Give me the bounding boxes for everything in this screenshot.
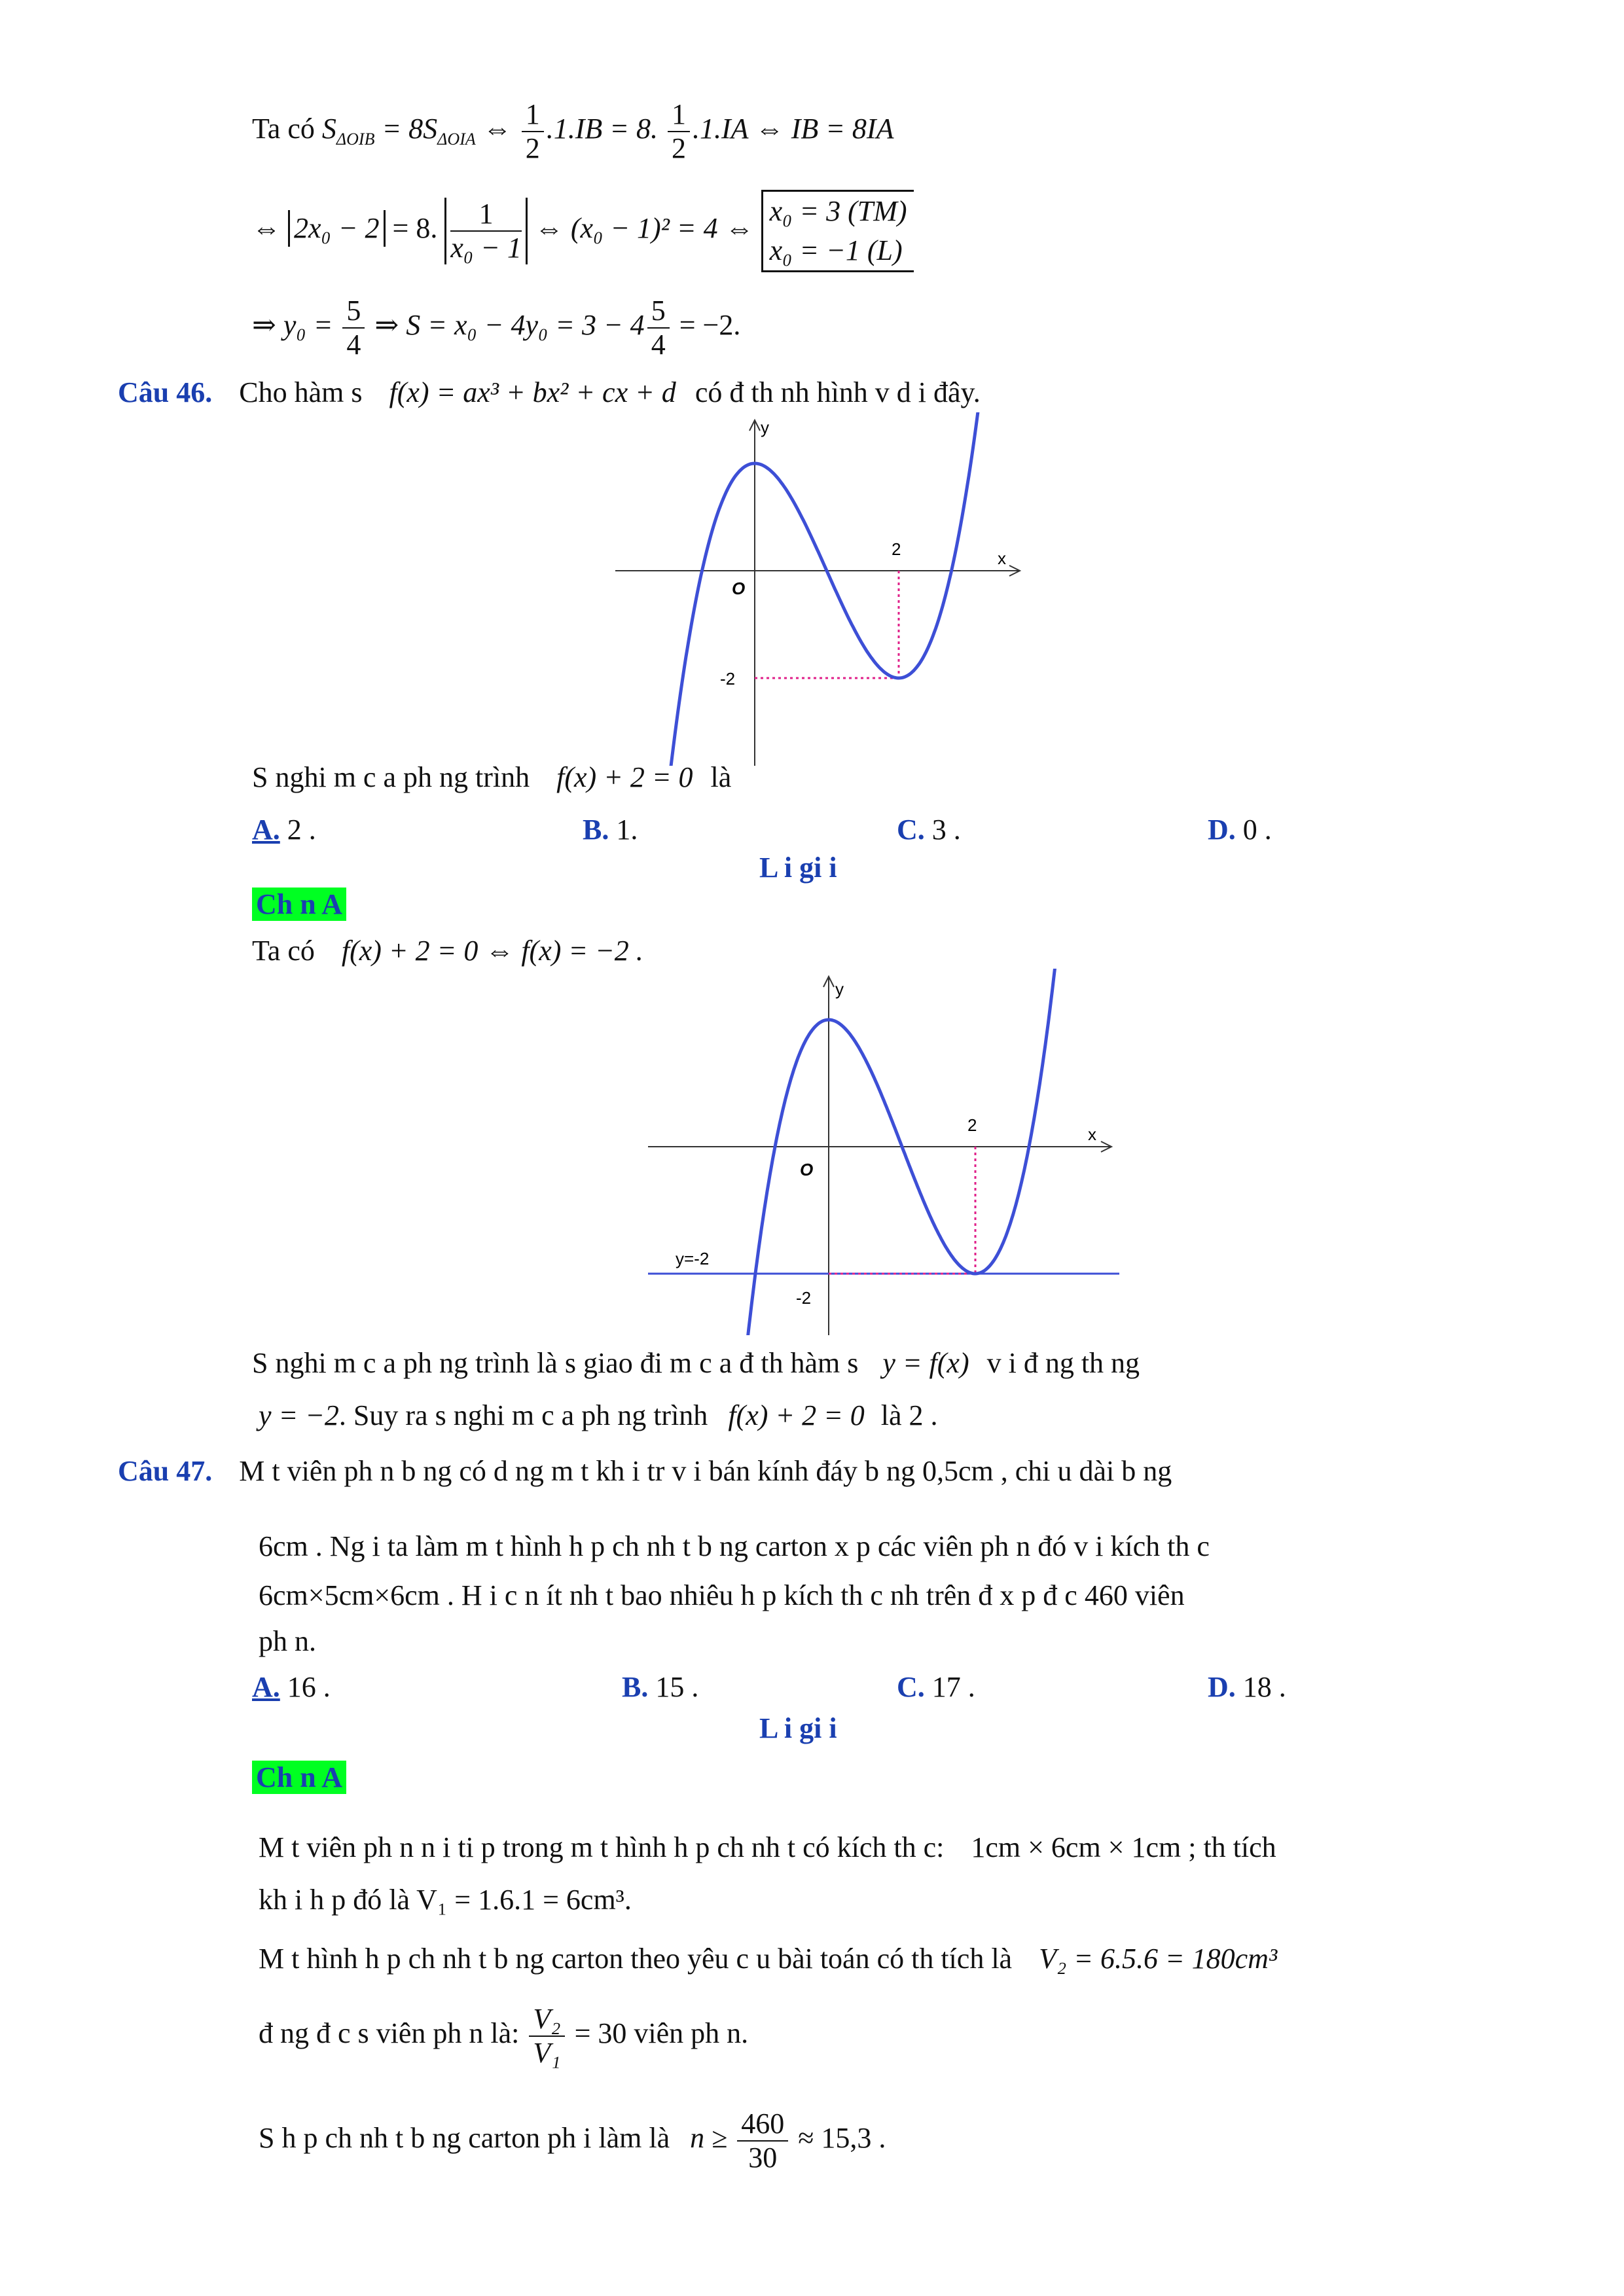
x-tick-label: 2 <box>892 539 901 559</box>
q46-option-c[interactable]: C. 3 . <box>897 814 961 846</box>
q46-option-b[interactable]: B. 1. <box>583 814 638 846</box>
sol45-line1: Ta có $S_{\Delta OIB} = 8S_{\Delta OIA}$ ⇔ $\frac{1}{2}$ .1.IB = 8. $\frac{1}{2}$ .1.IA ⇔ IB = 8IA <box>252 98 894 164</box>
q47-solution-title: L i gi i <box>759 1712 837 1744</box>
x-tick-label: 2 <box>967 1115 977 1135</box>
y-axis-label: y <box>835 979 844 999</box>
y-axis-label: y <box>761 418 769 437</box>
q47-statement-3: 6cm×5cm×6cm . H i c n ít nh t bao nhiêu h p kích th c nh trên đ x p đ c 460 viên <box>259 1579 1185 1611</box>
q47-solution-5: S h p ch nh t b ng carton ph i làm là n ≥ $\frac{460}{30}$ ≈ 15,3 . <box>259 2108 886 2174</box>
y-tick-label: -2 <box>796 1288 812 1308</box>
q47-solution-2: kh i h p đó là V₁ = 1.6.1 = 6cm³. <box>259 1884 632 1916</box>
q47-option-d[interactable]: D. 18 . <box>1208 1671 1286 1703</box>
origin-label: O <box>800 1160 814 1179</box>
cubic-curve-1 <box>661 412 992 766</box>
sol45-line3: ⇒ y₀ = $\frac{5}{4}$ ⇒ S = x₀ − 4y₀ = 3 − 4 $\frac{5}{4}$ = −2. <box>252 295 741 361</box>
q46-option-a[interactable]: A. 2 . <box>252 814 316 846</box>
x-axis-label: x <box>1088 1124 1096 1144</box>
q47-statement-2: 6cm . Ng i ta làm m t hình h p ch nh t b ng carton x p các viên ph n đó v i kích th c <box>259 1530 1210 1562</box>
q46-question: S nghi m c a ph ng trình f(x) + 2 = 0 là <box>252 761 732 793</box>
question-label: Câu 46. <box>118 376 213 408</box>
q47-answer-badge: Ch n A <box>252 1761 346 1794</box>
case-bracket: x₀ = 3 (TM) x₀ = −1 (L) <box>761 190 914 272</box>
q47-solution-1: M t viên ph n n i ti p trong m t hình h p ch nh t có kích th c: 1cm × 6cm × 1cm ; th tích <box>259 1831 1276 1863</box>
q47-statement-4: ph n. <box>259 1625 316 1657</box>
q46-answer-badge: Ch n A <box>252 888 346 921</box>
y-tick-label: -2 <box>720 669 736 689</box>
q46-solution-title: L i gi i <box>759 852 837 884</box>
question-label: Câu 47. <box>118 1455 213 1487</box>
q47-option-a[interactable]: A. 16 . <box>252 1671 331 1703</box>
line-label: y=-2 <box>676 1249 710 1268</box>
q47-option-c[interactable]: C. 17 . <box>897 1671 975 1703</box>
q47-option-b[interactable]: B. 15 . <box>622 1671 699 1703</box>
origin-label: O <box>732 579 746 598</box>
q46-solution-line2: S nghi m c a ph ng trình là s giao đi m c a đ th hàm s y = f(x) v i đ ng th ng <box>252 1347 1140 1379</box>
q47-solution-4: đ ng đ c s viên ph n là: $\frac{\text{V₂}}{\text{V₁}}$ = 30 viên ph n. <box>259 2003 749 2069</box>
sol45-line2: ⇔ 2x₀ − 2 = 8. $\frac{1}{\text{x₀ − 1}}$ ⇔ (x₀ − 1)² = 4 ⇔ x₀ = 3 (TM) x₀ = −1 (L) <box>252 190 914 272</box>
q46-option-d[interactable]: D. 0 . <box>1208 814 1272 846</box>
q47-statement-1: Câu 47. M t viên ph n b ng có d ng m t kh i tr v i bán kính đáy b ng 0,5cm , chi u dài b ng <box>118 1455 1172 1487</box>
graph-2 <box>648 969 1119 1335</box>
graph-1 <box>609 412 1028 766</box>
q46-solution-line1: Ta có f(x) + 2 = 0 ⇔ f(x) = −2 . <box>252 935 643 967</box>
q47-solution-3: M t hình h p ch nh t b ng carton theo yêu c u bài toán có th tích là V₂ = 6.5.6 = 180cm³ <box>259 1943 1278 1975</box>
x-axis-label: x <box>998 548 1006 568</box>
q46-solution-line3: y = −2. Suy ra s nghi m c a ph ng trình f(x) + 2 = 0 là 2 . <box>259 1399 938 1431</box>
fraction: $\frac{1}{2}$ <box>668 98 690 165</box>
q46-statement: Câu 46. Cho hàm s f(x) = ax³ + bx² + cx + d có đ th nh hình v d i đây. <box>118 376 981 408</box>
cubic-curve-2 <box>733 969 1070 1335</box>
fraction: $\frac{1}{2}$ <box>522 98 544 165</box>
